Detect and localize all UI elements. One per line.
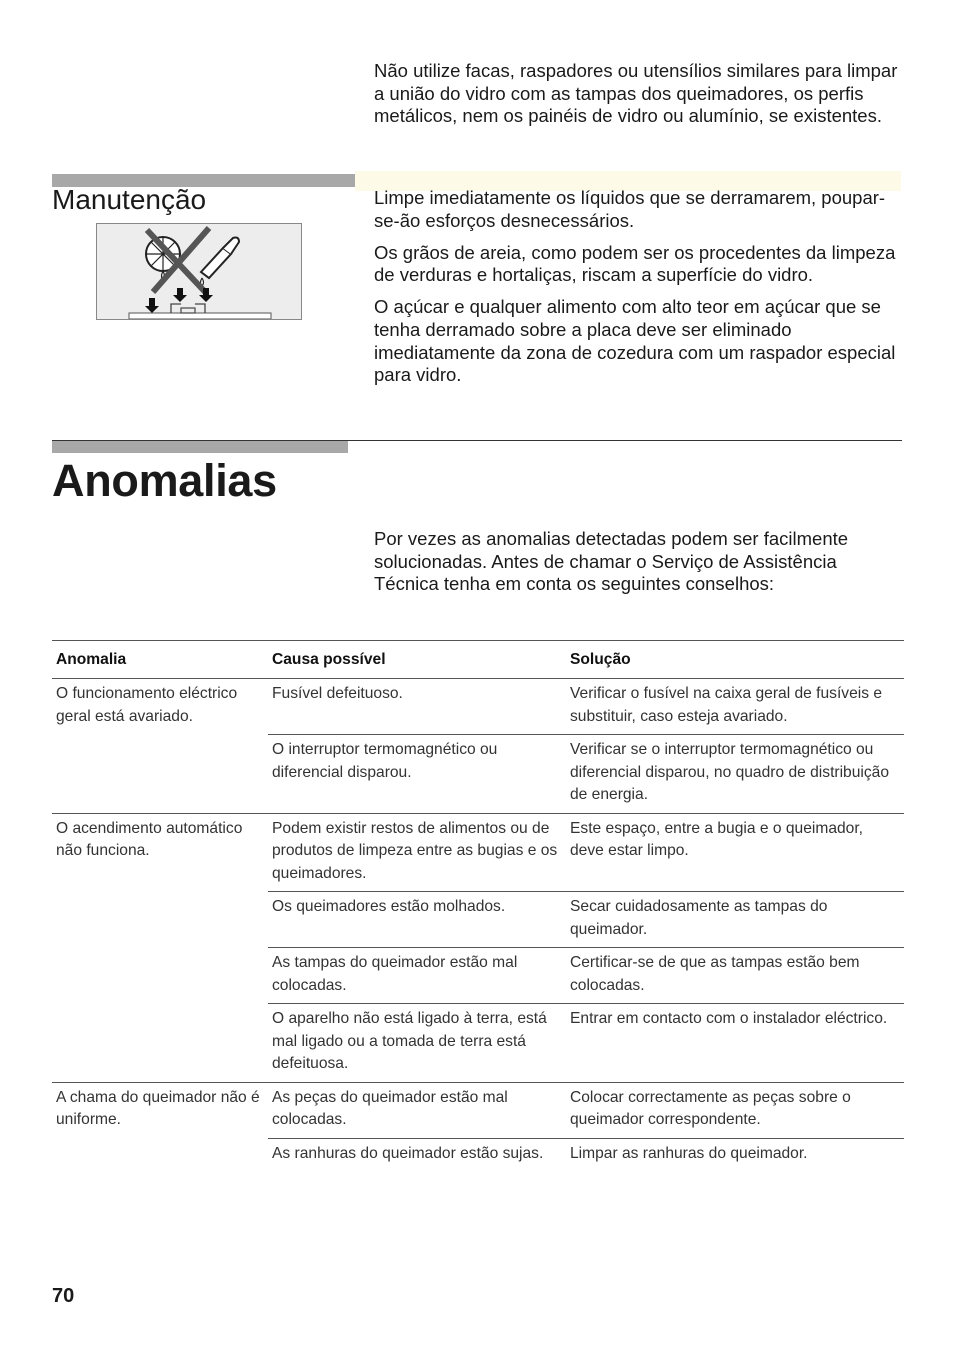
section-bar-anomalias [52,441,348,453]
cause-cell: As tampas do queimador estão mal colocadas. [268,948,566,1004]
header-cause: Causa possível [268,641,566,679]
anomaly-cell: O acendimento automático não funciona. [52,813,268,1082]
cause-cell: As ranhuras do queimador estão sujas. [272,1144,544,1162]
maintenance-paragraph: Limpe imediatamente os líquidos que se derramarem, poupar-se-ão esforços desnecessários. [374,187,886,231]
maintenance-title: Manutenção [52,184,207,215]
anomalias-lead: Por vezes as anomalias detectadas podem ser facilmente solucionadas. Antes de chamar o Serviço de Assistência Técnica tenha em conta os seguintes conselhos: [374,528,849,595]
maintenance-paragraph: O açúcar e qualquer alimento com alto teor em açúcar que se tenha derramado sobre a placa deve ser eliminado imediatamente da zona de cozedura com um raspador especial para vidro. [374,296,896,386]
cause-cell: O aparelho não está ligado à terra, está mal ligado ou a tomada de terra está defeituosa. [268,1004,566,1083]
troubleshooting-table [52,640,904,1171]
solution-cell: Secar cuidadosamente as tampas do queimador. [566,892,904,948]
maintenance-paragraph: Os grãos de areia, como podem ser os procedentes da limpeza de verduras e hortaliças, riscam a superfície do vidro. [374,241,896,286]
anomaly-cell: O funcionamento eléctrico geral está avariado. [52,679,268,814]
table-row [52,679,904,735]
solution-cell: Colocar correctamente as peças sobre o queimador correspondente. [566,1082,904,1138]
intro-paragraph: Não utilize facas, raspadores ou utensílios similares para limpar a união do vidro com as tampas dos queimadores, os perfis metálicos, nem os painéis de vidro ou alumínio, se existentes. [374,60,898,127]
solution-cell: Entrar em contacto com o instalador eléctrico. [566,1004,904,1083]
solution-cell: Limpar as ranhuras do queimador. [570,1144,808,1162]
solution-cell: Verificar o fusível na caixa geral de fusíveis e substituir, caso esteja avariado. [566,679,904,735]
cause-cell: O interruptor termomagnético ou diferencial disparou. [268,735,566,814]
solution-cell: Verificar se o interruptor termomagnético ou diferencial disparou, no quadro de distribuição de energia. [566,735,904,814]
maintenance-paragraphs [374,187,904,396]
page-number: 70 [52,1285,75,1307]
anomaly-cell: A chama do queimador não é uniforme. [56,1088,260,1128]
cause-cell: As peças do queimador estão mal colocadas. [268,1082,566,1138]
table-row [52,813,904,892]
header-solution: Solução [566,641,904,679]
cause-cell: Fusível defeituoso. [268,679,566,735]
cause-cell: Os queimadores estão molhados. [268,892,566,948]
no-knife-illustration [96,223,302,320]
table-row [52,1082,904,1138]
solution-cell: Certificar-se de que as tampas estão bem colocadas. [566,948,904,1004]
cleaning-warning-icon [97,224,301,319]
anomalias-title: Anomalias [52,455,277,506]
cause-cell: Podem existir restos de alimentos ou de produtos de limpeza entre as bugias e os queimadores. [268,813,566,892]
header-anomaly: Anomalia [52,641,268,679]
table-header-row [52,641,904,679]
solution-cell: Este espaço, entre a bugia e o queimador, deve estar limpo. [566,813,904,892]
